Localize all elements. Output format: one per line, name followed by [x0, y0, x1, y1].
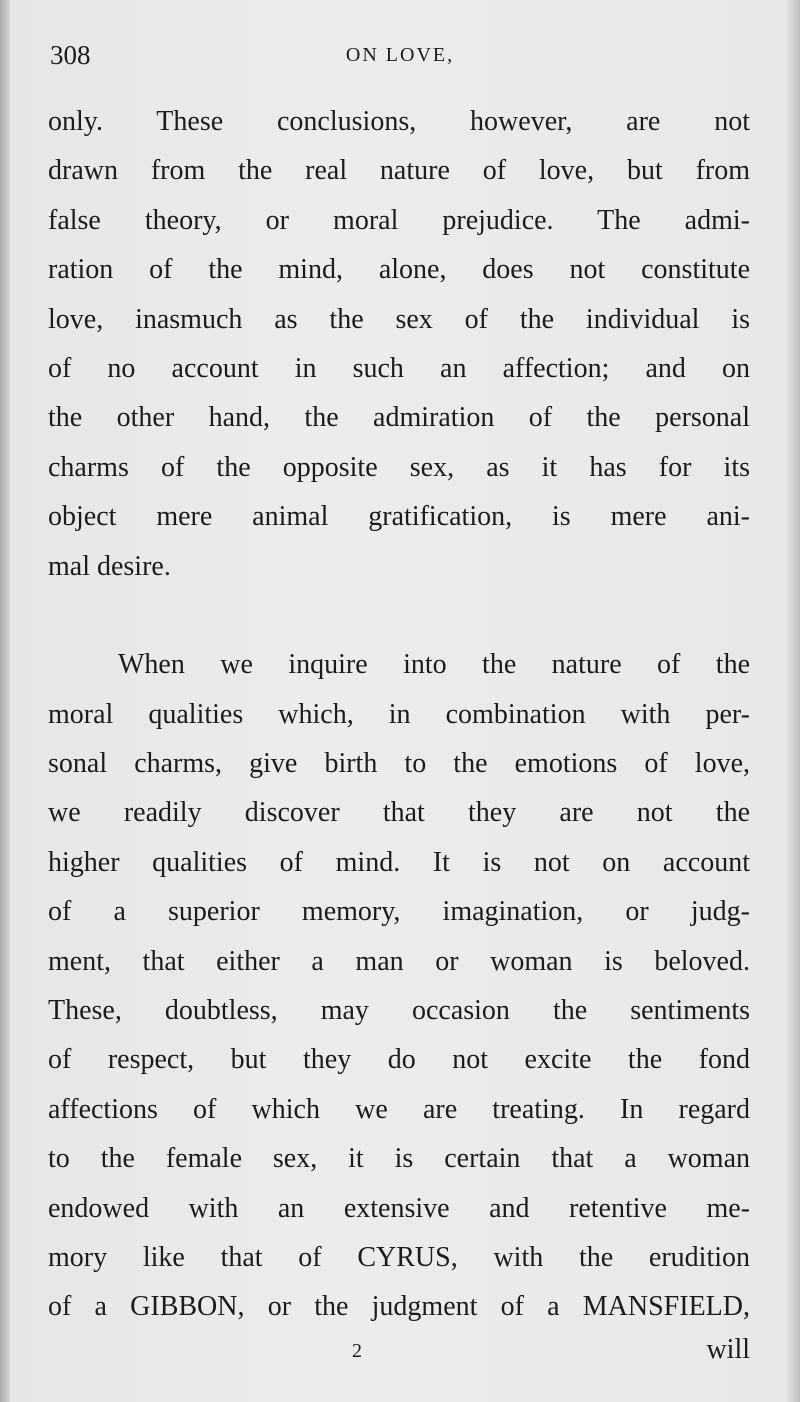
text-line: the other hand, the admiration of the personal	[48, 402, 750, 434]
page-edge-left	[0, 0, 10, 1402]
text-line: ration of the mind, alone, does not constitute	[48, 254, 750, 286]
text-line: When we inquire into the nature of the	[118, 649, 750, 681]
page-footer	[48, 1334, 750, 1374]
text-line: of no account in such an affection; and on	[48, 352, 750, 384]
text-line: affections of which we are treating. In regard	[48, 1093, 750, 1125]
signature-mark: 2	[352, 1340, 362, 1362]
page-edge-right	[786, 0, 800, 1402]
text-line: mory like that of CYRUS, with the erudition	[48, 1241, 750, 1273]
text-line: false theory, or moral prejudice. The admi-	[48, 204, 750, 236]
text-line: only. These conclusions, however, are not	[48, 106, 750, 137]
catchword: will	[706, 1334, 750, 1365]
text-line: drawn from the real nature of love, but from	[48, 155, 750, 187]
paragraph-1	[48, 97, 750, 591]
page-header	[50, 40, 750, 80]
text-line: object mere animal gratification, is mere ani-	[48, 501, 750, 533]
text-line: to the female sex, it is certain that a woman	[48, 1143, 750, 1175]
text-line: endowed with an extensive and retentive me-	[48, 1192, 750, 1224]
paragraph-2	[48, 640, 750, 1331]
text-line: of a GIBBON, or the judgment of a MANSFIELD,	[48, 1291, 750, 1323]
text-line: These, doubtless, may occasion the sentiments	[48, 995, 750, 1027]
text-line: of respect, but they do not excite the fond	[48, 1044, 750, 1076]
text-line: higher qualities of mind. It is not on account	[48, 846, 750, 878]
text-line: of a superior memory, imagination, or judg-	[48, 896, 750, 928]
text-line: ment, that either a man or woman is beloved.	[48, 945, 750, 977]
page-number: 308	[50, 40, 91, 70]
text-line: we readily discover that they are not the	[48, 797, 750, 829]
text-line: charms of the opposite sex, as it has for its	[48, 451, 750, 483]
running-head: ON LOVE,	[345, 44, 455, 66]
text-line: sonal charms, give birth to the emotions of love,	[48, 748, 750, 780]
text-line: moral qualities which, in combination with per-	[48, 698, 750, 730]
text-line: love, inasmuch as the sex of the individual is	[48, 303, 750, 335]
paragraph-break	[48, 591, 750, 640]
text-line: mal desire.	[48, 550, 171, 582]
body-text	[48, 97, 750, 1332]
